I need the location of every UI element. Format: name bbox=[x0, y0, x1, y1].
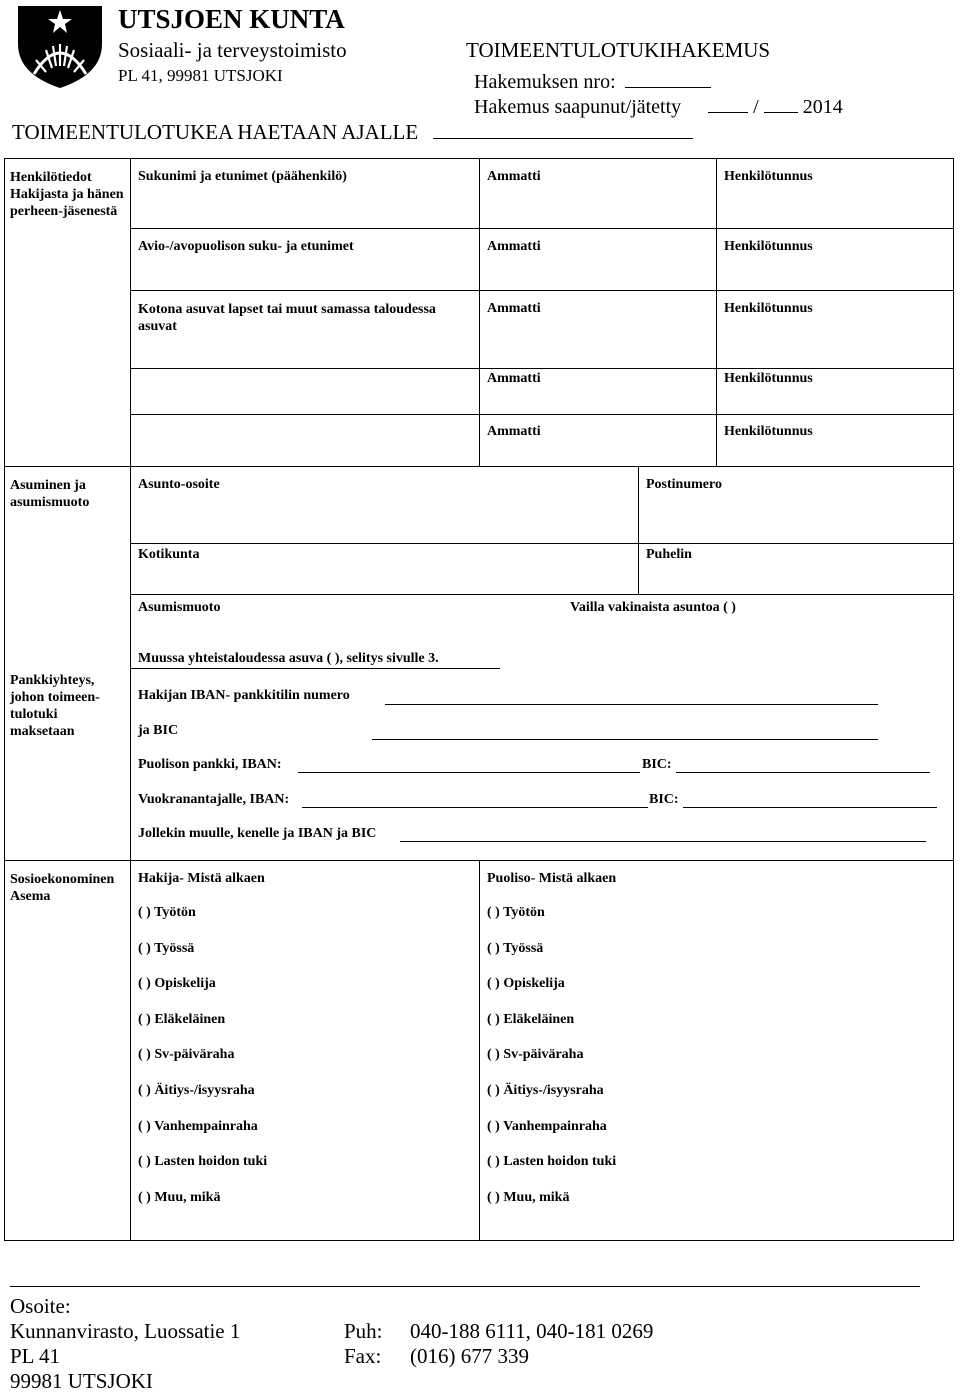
period-label: TOIMEENTULOTUKEA HAETAAN AJALLE bbox=[12, 120, 419, 145]
form-title: TOIMEENTULOTUKIHAKEMUS bbox=[466, 38, 771, 62]
landlord-bic-field[interactable] bbox=[683, 807, 937, 808]
applicant-bic-field[interactable] bbox=[372, 739, 878, 740]
applicant-bic-label: ja BIC bbox=[138, 723, 179, 738]
spouse-status-maternity-paternity-allowance[interactable]: ( ) Äitiys-/isyysraha bbox=[487, 1083, 604, 1098]
applicant-status-sickness-allowance[interactable]: ( ) Sv-päiväraha bbox=[138, 1047, 235, 1063]
section-personal: Henkilötiedot Hakijasta ja hänen perheen-jäsenestä bbox=[10, 170, 124, 219]
applicant-status-student[interactable]: ( ) Opiskelija bbox=[138, 976, 216, 992]
row-divider bbox=[130, 228, 954, 229]
personal-id-label: Henkilötunnus bbox=[724, 169, 813, 184]
occupation-label: Ammatti bbox=[487, 239, 541, 254]
applicant-name-label: Sukunimi ja etunimet (päähenkilö) bbox=[138, 169, 347, 184]
other-recipient-field[interactable] bbox=[400, 841, 926, 842]
housing-type-label: Asumismuoto bbox=[138, 600, 221, 615]
row-divider bbox=[130, 290, 954, 291]
spouse-iban-label: Puolison pankki, IBAN: bbox=[138, 757, 282, 772]
application-number-row bbox=[474, 66, 711, 94]
postal-code-label: Postinumero bbox=[646, 477, 722, 492]
footer-office: Kunnanvirasto, Luossatie 1 bbox=[10, 1319, 241, 1343]
postal-column-divider bbox=[638, 466, 639, 594]
period-field[interactable] bbox=[433, 116, 693, 139]
coat-of-arms-logo bbox=[12, 4, 108, 90]
footer-phone-label: Puh: bbox=[344, 1319, 383, 1343]
footer-divider bbox=[10, 1286, 920, 1287]
landlord-iban-field[interactable] bbox=[302, 807, 648, 808]
applicant-iban-label: Hakijan IBAN- pankkitilin numero bbox=[138, 688, 350, 703]
children-label: Kotona asuvat lapset tai muut samassa taloudessa asuvat bbox=[138, 302, 436, 334]
personal-id-label: Henkilötunnus bbox=[724, 371, 813, 386]
occupation-column-divider bbox=[479, 158, 480, 466]
phone-label: Puhelin bbox=[646, 547, 692, 562]
spouse-status-sickness-allowance[interactable]: ( ) Sv-päiväraha bbox=[487, 1047, 584, 1063]
row-divider bbox=[130, 543, 954, 544]
applicant-status-employed[interactable]: ( ) Työssä bbox=[138, 940, 195, 956]
no-permanent-housing-option[interactable]: Vailla vakinaista asuntoa ( ) bbox=[570, 600, 736, 615]
row-divider bbox=[130, 414, 954, 415]
spouse-status-heading: Puoliso- Mistä alkaen bbox=[487, 871, 617, 886]
section-socio-economic: Sosioekonominen Asema bbox=[10, 872, 115, 904]
footer-pobox: PL 41 bbox=[10, 1344, 60, 1368]
landlord-bic-label: BIC: bbox=[649, 792, 679, 807]
section-divider-housing bbox=[4, 466, 954, 467]
applicant-status-other[interactable]: ( ) Muu, mikä bbox=[138, 1189, 221, 1205]
footer-address-label: Osoite: bbox=[10, 1294, 71, 1318]
other-recipient-label: Jollekin muulle, kenelle ja IBAN ja BIC bbox=[138, 826, 377, 841]
applicant-status-heading: Hakija- Mistä alkaen bbox=[138, 871, 265, 886]
footer-phone: 040-188 6111, 040-181 0269 bbox=[410, 1319, 654, 1343]
home-municipality-label: Kotikunta bbox=[138, 547, 200, 562]
office-name: Sosiaali- ja terveystoimisto bbox=[118, 38, 347, 62]
spouse-name-label: Avio-/avopuolison suku- ja etunimet bbox=[138, 239, 354, 254]
personal-id-label: Henkilötunnus bbox=[724, 424, 813, 439]
section-bank: Pankkiyhteys, johon toimeen-tulotuki maksetaan bbox=[10, 673, 100, 739]
office-address: PL 41, 99981 UTSJOKI bbox=[118, 66, 283, 85]
occupation-label: Ammatti bbox=[487, 169, 541, 184]
municipality-name: UTSJOEN KUNTA bbox=[118, 4, 345, 34]
received-month-field[interactable] bbox=[764, 91, 798, 113]
period-row bbox=[12, 116, 693, 145]
spouse-column-divider bbox=[479, 860, 480, 1241]
section-housing: Asuminen ja asumismuoto bbox=[10, 478, 90, 510]
row-divider bbox=[130, 368, 954, 369]
application-number-field[interactable] bbox=[625, 66, 711, 88]
spouse-status-other[interactable]: ( ) Muu, mikä bbox=[487, 1189, 570, 1205]
section-column-divider bbox=[130, 158, 131, 1241]
applicant-status-maternity-paternity-allowance[interactable]: ( ) Äitiys-/isyysraha bbox=[138, 1083, 255, 1098]
footer-fax-label: Fax: bbox=[344, 1344, 382, 1368]
spouse-bic-field[interactable] bbox=[676, 772, 930, 773]
spouse-status-pensioner[interactable]: ( ) Eläkeläinen bbox=[487, 1011, 575, 1027]
spouse-status-parental-allowance[interactable]: ( ) Vanhempainraha bbox=[487, 1118, 607, 1134]
spouse-status-employed[interactable]: ( ) Työssä bbox=[487, 940, 544, 956]
received-day-field[interactable] bbox=[708, 91, 748, 113]
id-column-divider bbox=[716, 158, 717, 466]
applicant-status-parental-allowance[interactable]: ( ) Vanhempainraha bbox=[138, 1118, 258, 1134]
landlord-iban-label: Vuokranantajalle, IBAN: bbox=[138, 792, 290, 807]
home-address-label: Asunto-osoite bbox=[138, 477, 220, 492]
applicant-iban-field[interactable] bbox=[385, 704, 878, 705]
personal-id-label: Henkilötunnus bbox=[724, 239, 813, 254]
spouse-status-child-care-allowance[interactable]: ( ) Lasten hoidon tuki bbox=[487, 1154, 617, 1170]
spouse-status-student[interactable]: ( ) Opiskelija bbox=[487, 976, 565, 992]
personal-id-label: Henkilötunnus bbox=[724, 301, 813, 316]
footer-city: 99981 UTSJOKI bbox=[10, 1369, 153, 1393]
row-divider bbox=[130, 594, 954, 595]
received-date-row bbox=[474, 91, 843, 119]
received-date-label: Hakemus saapunut/jätetty bbox=[474, 96, 682, 118]
received-year: 2014 bbox=[802, 96, 843, 118]
applicant-status-pensioner[interactable]: ( ) Eläkeläinen bbox=[138, 1011, 226, 1027]
occupation-label: Ammatti bbox=[487, 424, 541, 439]
received-date-separator: / bbox=[753, 96, 759, 118]
applicant-status-child-care-allowance[interactable]: ( ) Lasten hoidon tuki bbox=[138, 1154, 268, 1170]
footer-fax: (016) 677 339 bbox=[410, 1344, 529, 1368]
spouse-iban-field[interactable] bbox=[298, 772, 640, 773]
other-household-option[interactable]: Muussa yhteistaloudessa asuva ( ), selitys sivulle 3. bbox=[138, 651, 439, 666]
applicant-status-unemployed[interactable]: ( ) Työtön bbox=[138, 905, 196, 920]
spouse-bic-label: BIC: bbox=[642, 757, 672, 772]
bank-top-line bbox=[130, 668, 500, 669]
occupation-label: Ammatti bbox=[487, 371, 541, 386]
spouse-status-unemployed[interactable]: ( ) Työtön bbox=[487, 905, 545, 920]
application-number-label: Hakemuksen nro: bbox=[474, 71, 616, 93]
occupation-label: Ammatti bbox=[487, 301, 541, 316]
